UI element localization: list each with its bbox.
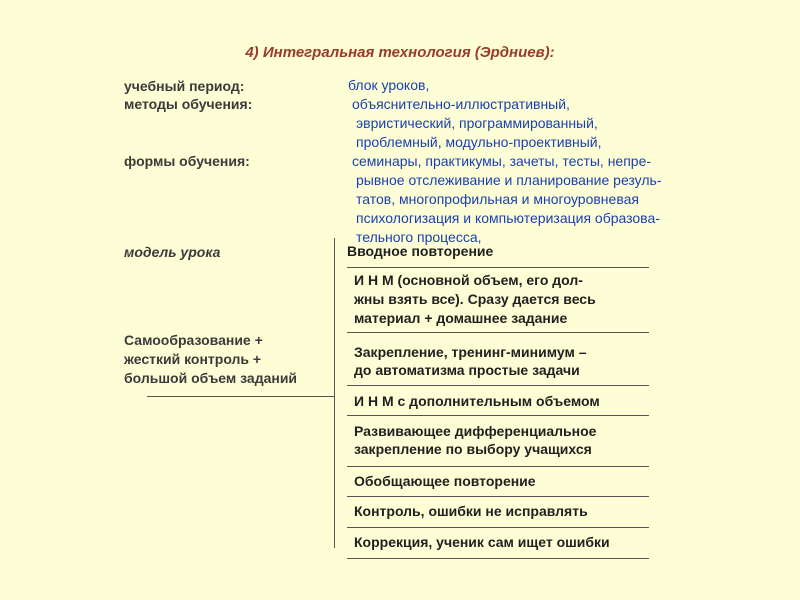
- bracket-vertical-line: [334, 238, 335, 548]
- value-forms-line: семинары, практикумы, зачеты, тесты, непре-: [352, 153, 652, 169]
- value-forms-line: тельного процесса,: [356, 229, 482, 245]
- step-new-material-line: И Н М (основной объем, его дол-: [354, 272, 583, 288]
- step-new-material-line: жны взять все). Сразу дается весь: [354, 291, 596, 307]
- value-method-line: проблемный, модульно-проективный,: [356, 134, 602, 150]
- step-intro-review: Вводное повторение: [347, 243, 494, 259]
- slide-title: 4) Интегральная технология (Эрдниев):: [245, 44, 555, 61]
- step-reinforcement-line: до автоматизма простые задачи: [354, 362, 580, 378]
- step-divider: [347, 527, 649, 528]
- note-self-education: Самообразование +: [124, 332, 263, 348]
- label-study-period: учебный период:: [124, 78, 245, 94]
- step-divider: [347, 267, 649, 268]
- step-divider: [347, 415, 649, 416]
- step-divider: [347, 385, 649, 386]
- value-forms-line: татов, многопрофильная и многоуровневая: [356, 191, 639, 207]
- value-method-line: объяснительно-иллюстративный,: [352, 96, 570, 112]
- step-divider: [347, 558, 649, 559]
- note-large-assignments: большой объем заданий: [124, 370, 298, 386]
- step-extended-material: И Н М с дополнительным объемом: [354, 393, 600, 409]
- value-forms-line: психологизация и компьютеризация образова-: [356, 210, 660, 226]
- label-teaching-forms: формы обучения:: [124, 153, 250, 169]
- label-teaching-methods: методы обучения:: [124, 96, 253, 112]
- step-reinforcement-line: Закрепление, тренинг-минимум –: [354, 344, 587, 360]
- step-divider: [347, 496, 649, 497]
- note-strict-control: жесткий контроль +: [124, 351, 262, 367]
- value-forms-line: рывное отслеживание и планирование резуль-: [356, 172, 662, 188]
- step-differential-line: Развивающее дифференциальное: [354, 423, 597, 439]
- step-new-material-line: материал + домашнее задание: [354, 310, 568, 326]
- step-correction: Коррекция, ученик сам ищет ошибки: [354, 534, 610, 550]
- label-lesson-model: модель урока: [124, 244, 221, 260]
- step-summary-review: Обобщающее повторение: [354, 473, 536, 489]
- step-divider: [347, 332, 649, 333]
- step-differential-line: закрепление по выбору учащихся: [354, 441, 592, 457]
- value-study-period: блок уроков,: [348, 77, 430, 93]
- connector-line: [147, 396, 335, 397]
- step-divider: [347, 466, 649, 467]
- value-method-line: эвристический, программированный,: [356, 115, 598, 131]
- step-control: Контроль, ошибки не исправлять: [354, 503, 588, 519]
